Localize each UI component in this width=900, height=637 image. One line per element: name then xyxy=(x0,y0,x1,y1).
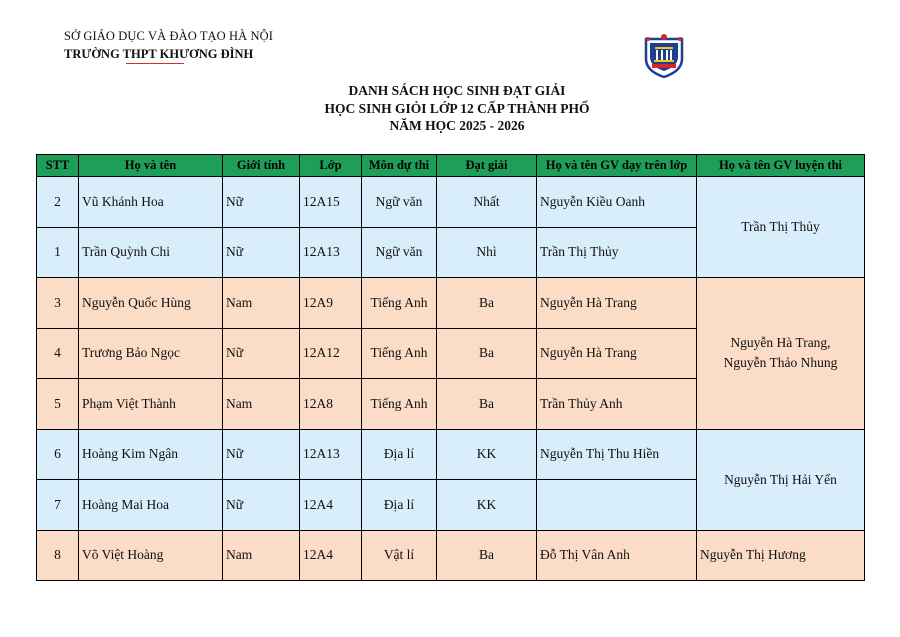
table-row xyxy=(37,278,865,329)
col-header-stt: STT xyxy=(37,155,79,177)
school-name-underline xyxy=(126,63,184,64)
cell-class: 12A13 xyxy=(300,227,362,278)
col-header-gender: Giới tính xyxy=(223,155,300,177)
cell-teacher: Nguyễn Hà Trang xyxy=(537,278,697,329)
cell-gender: Nữ xyxy=(223,480,300,531)
cell-class: 12A12 xyxy=(300,328,362,379)
department-name: SỞ GIÁO DỤC VÀ ĐÀO TẠO HÀ NỘI xyxy=(64,29,274,43)
col-header-coach: Họ và tên GV luyện thi xyxy=(697,155,865,177)
cell-gender: Nữ xyxy=(223,227,300,278)
cell-name: Hoàng Kim Ngân xyxy=(79,429,223,480)
table-row xyxy=(37,530,865,581)
cell-name: Phạm Việt Thành xyxy=(79,379,223,430)
table-row xyxy=(37,429,865,480)
cell-gender: Nữ xyxy=(223,429,300,480)
cell-award: KK xyxy=(437,480,537,531)
cell-gender: Nữ xyxy=(223,177,300,228)
cell-subject: Tiếng Anh xyxy=(362,379,437,430)
cell-name: Trần Quỳnh Chi xyxy=(79,227,223,278)
cell-subject: Ngữ văn xyxy=(362,177,437,228)
cell-subject: Ngữ văn xyxy=(362,227,437,278)
cell-stt: 8 xyxy=(37,530,79,581)
cell-class: 12A4 xyxy=(300,480,362,531)
cell-coach xyxy=(697,278,865,430)
cell-stt: 3 xyxy=(37,278,79,329)
cell-stt: 5 xyxy=(37,379,79,430)
cell-stt: 6 xyxy=(37,429,79,480)
col-header-award: Đạt giải xyxy=(437,155,537,177)
org-header xyxy=(64,27,273,63)
table-row xyxy=(37,177,865,228)
col-header-teacher: Họ và tên GV dạy trên lớp xyxy=(537,155,697,177)
cell-coach: Nguyễn Thị Hải Yến xyxy=(697,429,865,530)
cell-name: Nguyễn Quốc Hùng xyxy=(79,278,223,329)
cell-class: 12A15 xyxy=(300,177,362,228)
cell-subject: Địa lí xyxy=(362,429,437,480)
cell-teacher: Nguyễn Thị Thu Hiền xyxy=(537,429,697,480)
cell-class: 12A9 xyxy=(300,278,362,329)
col-header-subject: Môn dự thi xyxy=(362,155,437,177)
title-line-1: DANH SÁCH HỌC SINH ĐẠT GIẢI xyxy=(348,83,566,98)
cell-class: 12A4 xyxy=(300,530,362,581)
cell-teacher: Đỗ Thị Vân Anh xyxy=(537,530,697,581)
cell-gender: Nam xyxy=(223,530,300,581)
cell-award: Ba xyxy=(437,530,537,581)
cell-name: Vũ Khánh Hoa xyxy=(79,177,223,228)
school-crest-icon xyxy=(640,33,688,79)
table-header-row xyxy=(37,155,865,177)
cell-award: Nhì xyxy=(437,227,537,278)
cell-class: 12A13 xyxy=(300,429,362,480)
cell-class: 12A8 xyxy=(300,379,362,430)
cell-award: Ba xyxy=(437,278,537,329)
coach-line-2: Nguyễn Thảo Nhung xyxy=(723,355,838,371)
cell-stt: 7 xyxy=(37,480,79,531)
school-name xyxy=(64,45,273,63)
cell-subject: Tiếng Anh xyxy=(362,278,437,329)
cell-stt: 1 xyxy=(37,227,79,278)
cell-teacher: Trần Thủy Anh xyxy=(537,379,697,430)
cell-teacher xyxy=(537,480,697,531)
cell-award: Nhất xyxy=(437,177,537,228)
cell-gender: Nam xyxy=(223,278,300,329)
cell-award: KK xyxy=(437,429,537,480)
cell-award: Ba xyxy=(437,379,537,430)
cell-teacher: Trần Thị Thủy xyxy=(537,227,697,278)
col-header-class: Lớp xyxy=(300,155,362,177)
cell-name: Võ Việt Hoàng xyxy=(79,530,223,581)
title-line-2: HỌC SINH GIỎI LỚP 12 CẤP THÀNH PHỐ xyxy=(324,100,590,116)
cell-award: Ba xyxy=(437,328,537,379)
award-table xyxy=(36,154,865,581)
document-title xyxy=(0,82,900,135)
cell-subject: Vật lí xyxy=(362,530,437,581)
cell-gender: Nữ xyxy=(223,328,300,379)
coach-line-1: Nguyễn Hà Trang, xyxy=(730,335,831,351)
col-header-name: Họ và tên xyxy=(79,155,223,177)
cell-coach: Nguyễn Thị Hương xyxy=(697,530,865,581)
cell-coach: Trần Thị Thủy xyxy=(697,177,865,278)
cell-teacher: Nguyễn Hà Trang xyxy=(537,328,697,379)
cell-teacher: Nguyễn Kiều Oanh xyxy=(537,177,697,228)
school-name-text: TRƯỜNG THPT KHƯƠNG ĐÌNH xyxy=(64,47,254,61)
title-line-3: NĂM HỌC 2025 - 2026 xyxy=(389,118,525,133)
cell-subject: Tiếng Anh xyxy=(362,328,437,379)
cell-stt: 2 xyxy=(37,177,79,228)
cell-gender: Nam xyxy=(223,379,300,430)
cell-subject: Địa lí xyxy=(362,480,437,531)
cell-name: Trương Bảo Ngọc xyxy=(79,328,223,379)
cell-stt: 4 xyxy=(37,328,79,379)
cell-name: Hoàng Mai Hoa xyxy=(79,480,223,531)
